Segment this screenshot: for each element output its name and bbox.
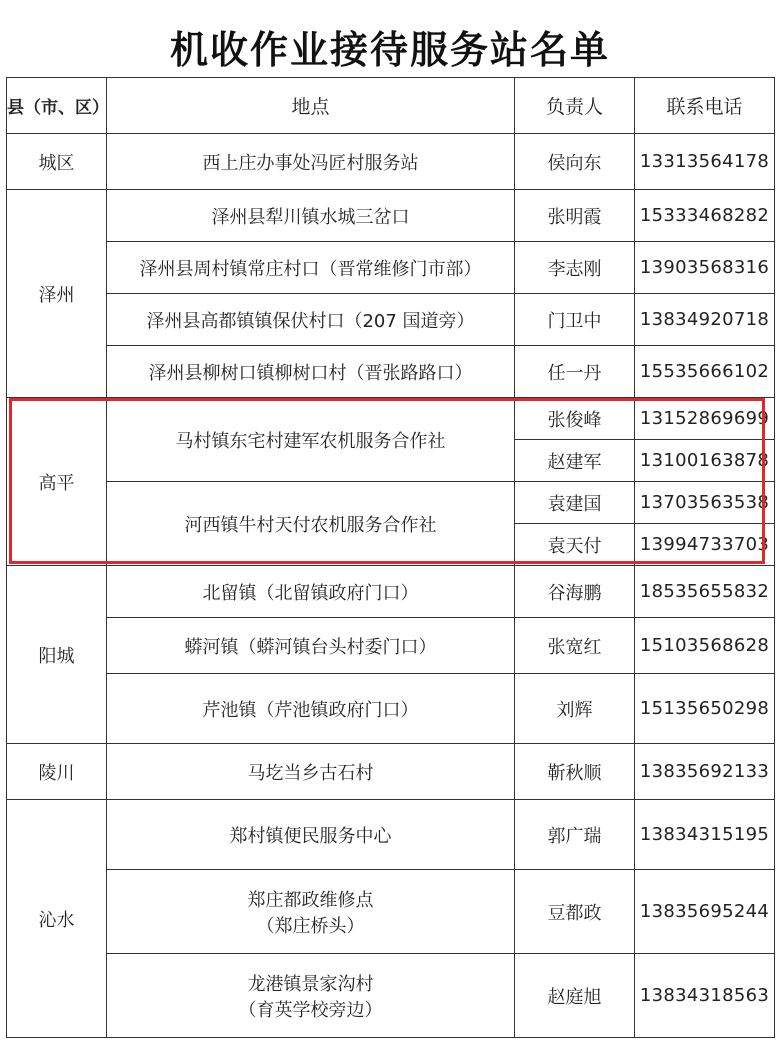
location-cell: 泽州县高都镇镇保伏村口（207 国道旁）	[107, 294, 515, 346]
table-row	[7, 242, 775, 294]
table-row	[7, 294, 775, 346]
location-line: 龙港镇景家沟村	[247, 973, 374, 995]
phone-cell: 13835695244	[635, 870, 775, 954]
page-title: 机收作业接待服务站名单	[169, 28, 610, 72]
phone-cell: 18535655832	[635, 566, 775, 618]
county-cell: 泽州	[7, 190, 107, 398]
person-cell: 门卫中	[515, 294, 635, 346]
person-cell: 任一丹	[515, 346, 635, 398]
header-county: 县（市、区）	[7, 78, 107, 134]
phone-cell: 13313564178	[635, 134, 775, 190]
phone-cell: 15333468282	[635, 190, 775, 242]
table-row	[7, 482, 775, 524]
person-cell: 豆都政	[515, 870, 635, 954]
header-person: 负责人	[515, 78, 635, 134]
table-row	[7, 190, 775, 242]
location-cell: 泽州县犁川镇水城三岔口	[107, 190, 515, 242]
person-cell: 靳秋顺	[515, 744, 635, 800]
location-line: 郑庄都政维修点	[247, 889, 374, 911]
header-location: 地点	[107, 78, 515, 134]
person-cell: 袁天付	[515, 524, 635, 566]
county-cell: 城区	[7, 134, 107, 190]
person-cell: 赵庭旭	[515, 954, 635, 1038]
location-note: （郑庄桥头）	[256, 915, 365, 937]
location-cell: 泽州县柳树口镇柳树口村（晋张路路口）	[107, 346, 515, 398]
person-cell: 袁建国	[515, 482, 635, 524]
phone-cell: 15103568628	[635, 618, 775, 674]
location-cell: 马村镇东宅村建军农机服务合作社	[107, 398, 515, 482]
phone-cell: 13834920718	[635, 294, 775, 346]
table-row	[7, 744, 775, 800]
county-cell: 沁水	[7, 800, 107, 1038]
header-row	[7, 78, 775, 134]
phone-cell: 13994733703	[635, 524, 775, 566]
person-cell: 张明霞	[515, 190, 635, 242]
phone-cell: 13834318563	[635, 954, 775, 1038]
table-row	[7, 566, 775, 618]
person-cell: 刘辉	[515, 674, 635, 744]
location-cell: 西上庄办事处冯匠村服务站	[107, 134, 515, 190]
person-cell: 谷海鹏	[515, 566, 635, 618]
location-note: （育英学校旁边）	[238, 999, 383, 1021]
table-row	[7, 346, 775, 398]
location-cell: 泽州县周村镇常庄村口（晋常维修门市部）	[107, 242, 515, 294]
table-row	[7, 870, 775, 954]
location-cell: 蟒河镇（蟒河镇台头村委门口）	[107, 618, 515, 674]
location-cell	[107, 870, 515, 954]
location-cell: 河西镇牛村天付农机服务合作社	[107, 482, 515, 566]
location-cell	[107, 954, 515, 1038]
phone-cell: 13152869699	[635, 398, 775, 440]
phone-cell: 15135650298	[635, 674, 775, 744]
phone-cell: 13100163878	[635, 440, 775, 482]
person-cell: 赵建军	[515, 440, 635, 482]
location-cell: 北留镇（北留镇政府门口）	[107, 566, 515, 618]
county-cell: 陵川	[7, 744, 107, 800]
phone-cell: 13903568316	[635, 242, 775, 294]
county-cell: 高平	[7, 398, 107, 566]
county-cell: 阳城	[7, 566, 107, 744]
table-row	[7, 954, 775, 1038]
person-cell: 侯向东	[515, 134, 635, 190]
header-phone: 联系电话	[635, 78, 775, 134]
person-cell: 张俊峰	[515, 398, 635, 440]
table-row	[7, 800, 775, 870]
table-row	[7, 618, 775, 674]
location-cell: 马圪当乡古石村	[107, 744, 515, 800]
table-row	[7, 674, 775, 744]
person-cell: 张宽红	[515, 618, 635, 674]
phone-cell: 13835692133	[635, 744, 775, 800]
location-cell: 芹池镇（芹池镇政府门口）	[107, 674, 515, 744]
person-cell: 李志刚	[515, 242, 635, 294]
table-row	[7, 134, 775, 190]
phone-cell: 13834315195	[635, 800, 775, 870]
service-station-table	[6, 77, 775, 1038]
person-cell: 郭广瑞	[515, 800, 635, 870]
phone-cell: 15535666102	[635, 346, 775, 398]
phone-cell: 13703563538	[635, 482, 775, 524]
table-row	[7, 398, 775, 440]
location-cell: 郑村镇便民服务中心	[107, 800, 515, 870]
